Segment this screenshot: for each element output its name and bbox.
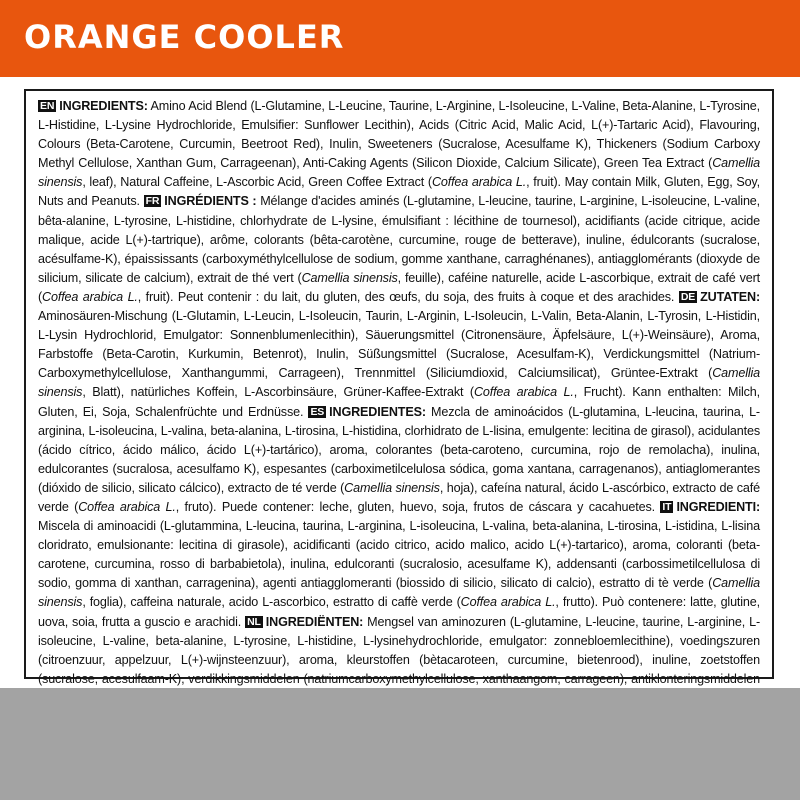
language-tag-nl: NL (247, 615, 261, 628)
language-tag-fr: FR (145, 195, 160, 208)
ingredients-body: Mengsel van aminozuren (L-glutamine, L-leucine, taurine, L-arginine, L-isoleucine, L-valine, beta-alanine, L-tyrosine, L-histidine, L-lysinehydrochloride, emulgator: zonnebloemlecithine), voedingszuren (citroenzuur, appelzuur, L(+)-wijnsteenzuur), aroma, kleurstoffen (bètacaroteen, curcumine, bietenrood), inuline, zoetstoffen (sucralose, acesulfaam-K), verdikkingsmiddelen (natriumcarboxymethylcellulose, xanthaangom, carrageen), antiklonteringsmiddelen (38, 614, 760, 686)
botanical-name: Coffea arabica L. (431, 175, 527, 190)
botanical-name: Camellia sinensis (38, 366, 760, 400)
language-tag-es: ES (310, 405, 325, 418)
botanical-name: Coffea arabica L. (78, 499, 176, 514)
header-banner (0, 0, 800, 77)
ingredients-body: , fruit). May contain Milk, Gluten, Egg, Soy, Nuts and Peanuts. (38, 175, 760, 209)
ingredients-heading-en: INGREDIENTS: (59, 99, 148, 113)
ingredients-heading-fr: INGRÉDIENTS : (164, 194, 257, 209)
ingredients-body: Amino Acid Blend (L-Glutamine, L-Leucine, Taurine, L-Arginine, L-Isoleucine, L-Valine, Beta-Alanine, L-Tyrosine, L-Histidine, L-Lysine Hydrochloride, Emulsifier: Sunflower Lecithin), Acids (Citric Acid, Malic Acid, L(+)-Tartaric Acid), Flavouring, Colours (Beta-Carotene, Curcumin, Beetroot Red), Inulin, Sweeteners (Sucralose, Acesulfame K), Thickeners (Sodium Carboxy Methyl Cellulose, Xanthan Gum, Carrageenan), Anti-Caking Agents (Silicon Dioxide, Calcium Silicate), Green Tea Extract ( (38, 99, 760, 171)
ingredients-body: , leaf), Natural Caffeine, L-Ascorbic Acid, Green Coffee Extract ( (82, 175, 432, 190)
ingredients-body: , feuille), caféine naturelle, acide L-ascorbique, extrait de café vert ( (38, 270, 760, 304)
botanical-name: Coffea arabica L. (42, 289, 138, 304)
ingredients-heading-de: ZUTATEN: (700, 289, 760, 304)
ingredients-body: , foglia), caffeina naturale, acido L-ascorbico, estratto di caffè verde ( (82, 595, 461, 610)
product-title: ORANGE COOLER (24, 18, 345, 56)
ingredients-body: Aminosäuren-Mischung (L-Glutamin, L-Leucin, L-Isoleucin, Taurin, L-Arginin, L-Isoleucin, L-Valin, Beta-Alanin, L-Tyrosin, L-Histidin, L-Lysin Hydrochlorid, Emulgator: Sonnenblumenlecithin), Säuerungsmittel (Citronensäure, Äpfelsäure, L(+)-Weinsäure), Aroma, Farbstoffe (Beta-Carotin, Kurkumin, Betenrot), Inulin, Süßungsmittel (Sucralose, Acesulfam-K), Verdickungsmittel (Natrium-Carboxymethylcellulose, Xanthangummi, Carrageen), Trennmittel (Siliciumdioxid, Calciumsilicat), Grüntee-Extrakt ( (38, 309, 760, 381)
botanical-name: Camellia sinensis (344, 480, 440, 495)
ingredients-body: Mélange d'acides aminés (L-glutamine, L-leucine, taurine, L-arginine, L-isoleucine, L-valine, bêta-alanine, L-tyrosine, L-histidine, chlorhydrate de L-lysine, émulsifiant : lécithine de tournesol), acidifiants (acide citrique, acide malique, acide L(+)-tartrique), arôme, colorants (bêta-carotène, curcumine, rouge de betterave), inuline, édulcorants (sucralose, acésulfame-K), épaississants (carboxyméthylcellulose de sodium, gomme xanthane, carraghénanes), antiagglomérants (dioxyde de silicium, silicate de calcium), extrait de thé vert ( (38, 194, 760, 285)
ingredients-heading-it: INGREDIENTI: (676, 499, 760, 514)
botanical-name: Camellia sinensis (301, 270, 398, 285)
botanical-name: Coffea arabica L. (460, 595, 556, 610)
ingredients-body: , Frucht). Kann enthalten: Milch, Gluten, Ei, Soja, Schalenfrüchte und Erdnüsse. (38, 385, 760, 419)
ingredients-body: , Blatt), natürliches Koffein, L-Ascorbinsäure, Grüner-Kaffee-Extrakt ( (82, 385, 474, 400)
ingredients-body: , fruit). Peut contenir : du lait, du gluten, des œufs, du soja, des fruits à coque et des arachides. (137, 289, 679, 304)
botanical-name: Coffea arabica L. (473, 385, 574, 400)
footer-bar (0, 688, 800, 800)
ingredients-body: , frutto). Può contenere: latte, glutine, uova, soia, frutta a guscio e arachidi. (38, 595, 760, 629)
language-tag-it: IT (662, 500, 672, 513)
language-tag-de: DE (680, 290, 696, 303)
ingredients-panel (24, 89, 774, 686)
ingredients-heading-nl: INGREDIËNTEN: (265, 614, 364, 629)
ingredients-body: Mezcla de aminoácidos (L-glutamina, L-leucina, taurina, L-arginina, L-isoleucina, L-valina, beta-alanina, L-tirosina, L-histidina, clorhidrato de L-lisina, emulgente: lecitina de girasol), acidulantes (ácido cítrico, ácido málico, ácido L(+)-tartárico), aroma, colorantes (beta-caroteno, curcumina, rojo de remolacha), inulina, edulcorantes (sucralosa, acesulfamo K), espesantes (carboximetilcelulosa sódica, goma xantana, carragenanos), antiaglomerantes (dióxido de silicio, silicato cálcico), extracto de té verde ( (38, 404, 760, 495)
botanical-name: Camellia sinensis (38, 156, 760, 190)
ingredients-text (38, 97, 760, 727)
ingredients-heading-es: INGREDIENTES: (329, 404, 426, 419)
botanical-name: Camellia sinensis (38, 576, 760, 610)
ingredients-body: Miscela di aminoacidi (L-glutammina, L-leucina, taurina, L-arginina, L-isoleucina, L-valina, beta-alanina, L-tirosina, L-istidina, L-lisina cloridrato, emulsionante: lecitina di girasole), acidificanti (acido citrico, acido malico, acido L(+)-tartarico), aroma, coloranti (beta-carotene, curcumina, rosso di barbabietola), inulina, edulcoranti (sucralosio, acesulfame K), addensanti (carbossimetilcellulosa di sodio, gomma di xanthan, carragenina), agenti antiagglomeranti (biossido di silicio, silicato di calcio), estratto di tè verde ( (38, 519, 760, 591)
ingredients-body: , hoja), cafeína natural, ácido L-ascórbico, extracto de café verde ( (38, 480, 760, 514)
language-tag-en: EN (40, 100, 55, 112)
ingredients-body: , fruto). Puede contener: leche, gluten, huevo, soja, frutos de cáscara y cacahuetes. (175, 499, 661, 514)
